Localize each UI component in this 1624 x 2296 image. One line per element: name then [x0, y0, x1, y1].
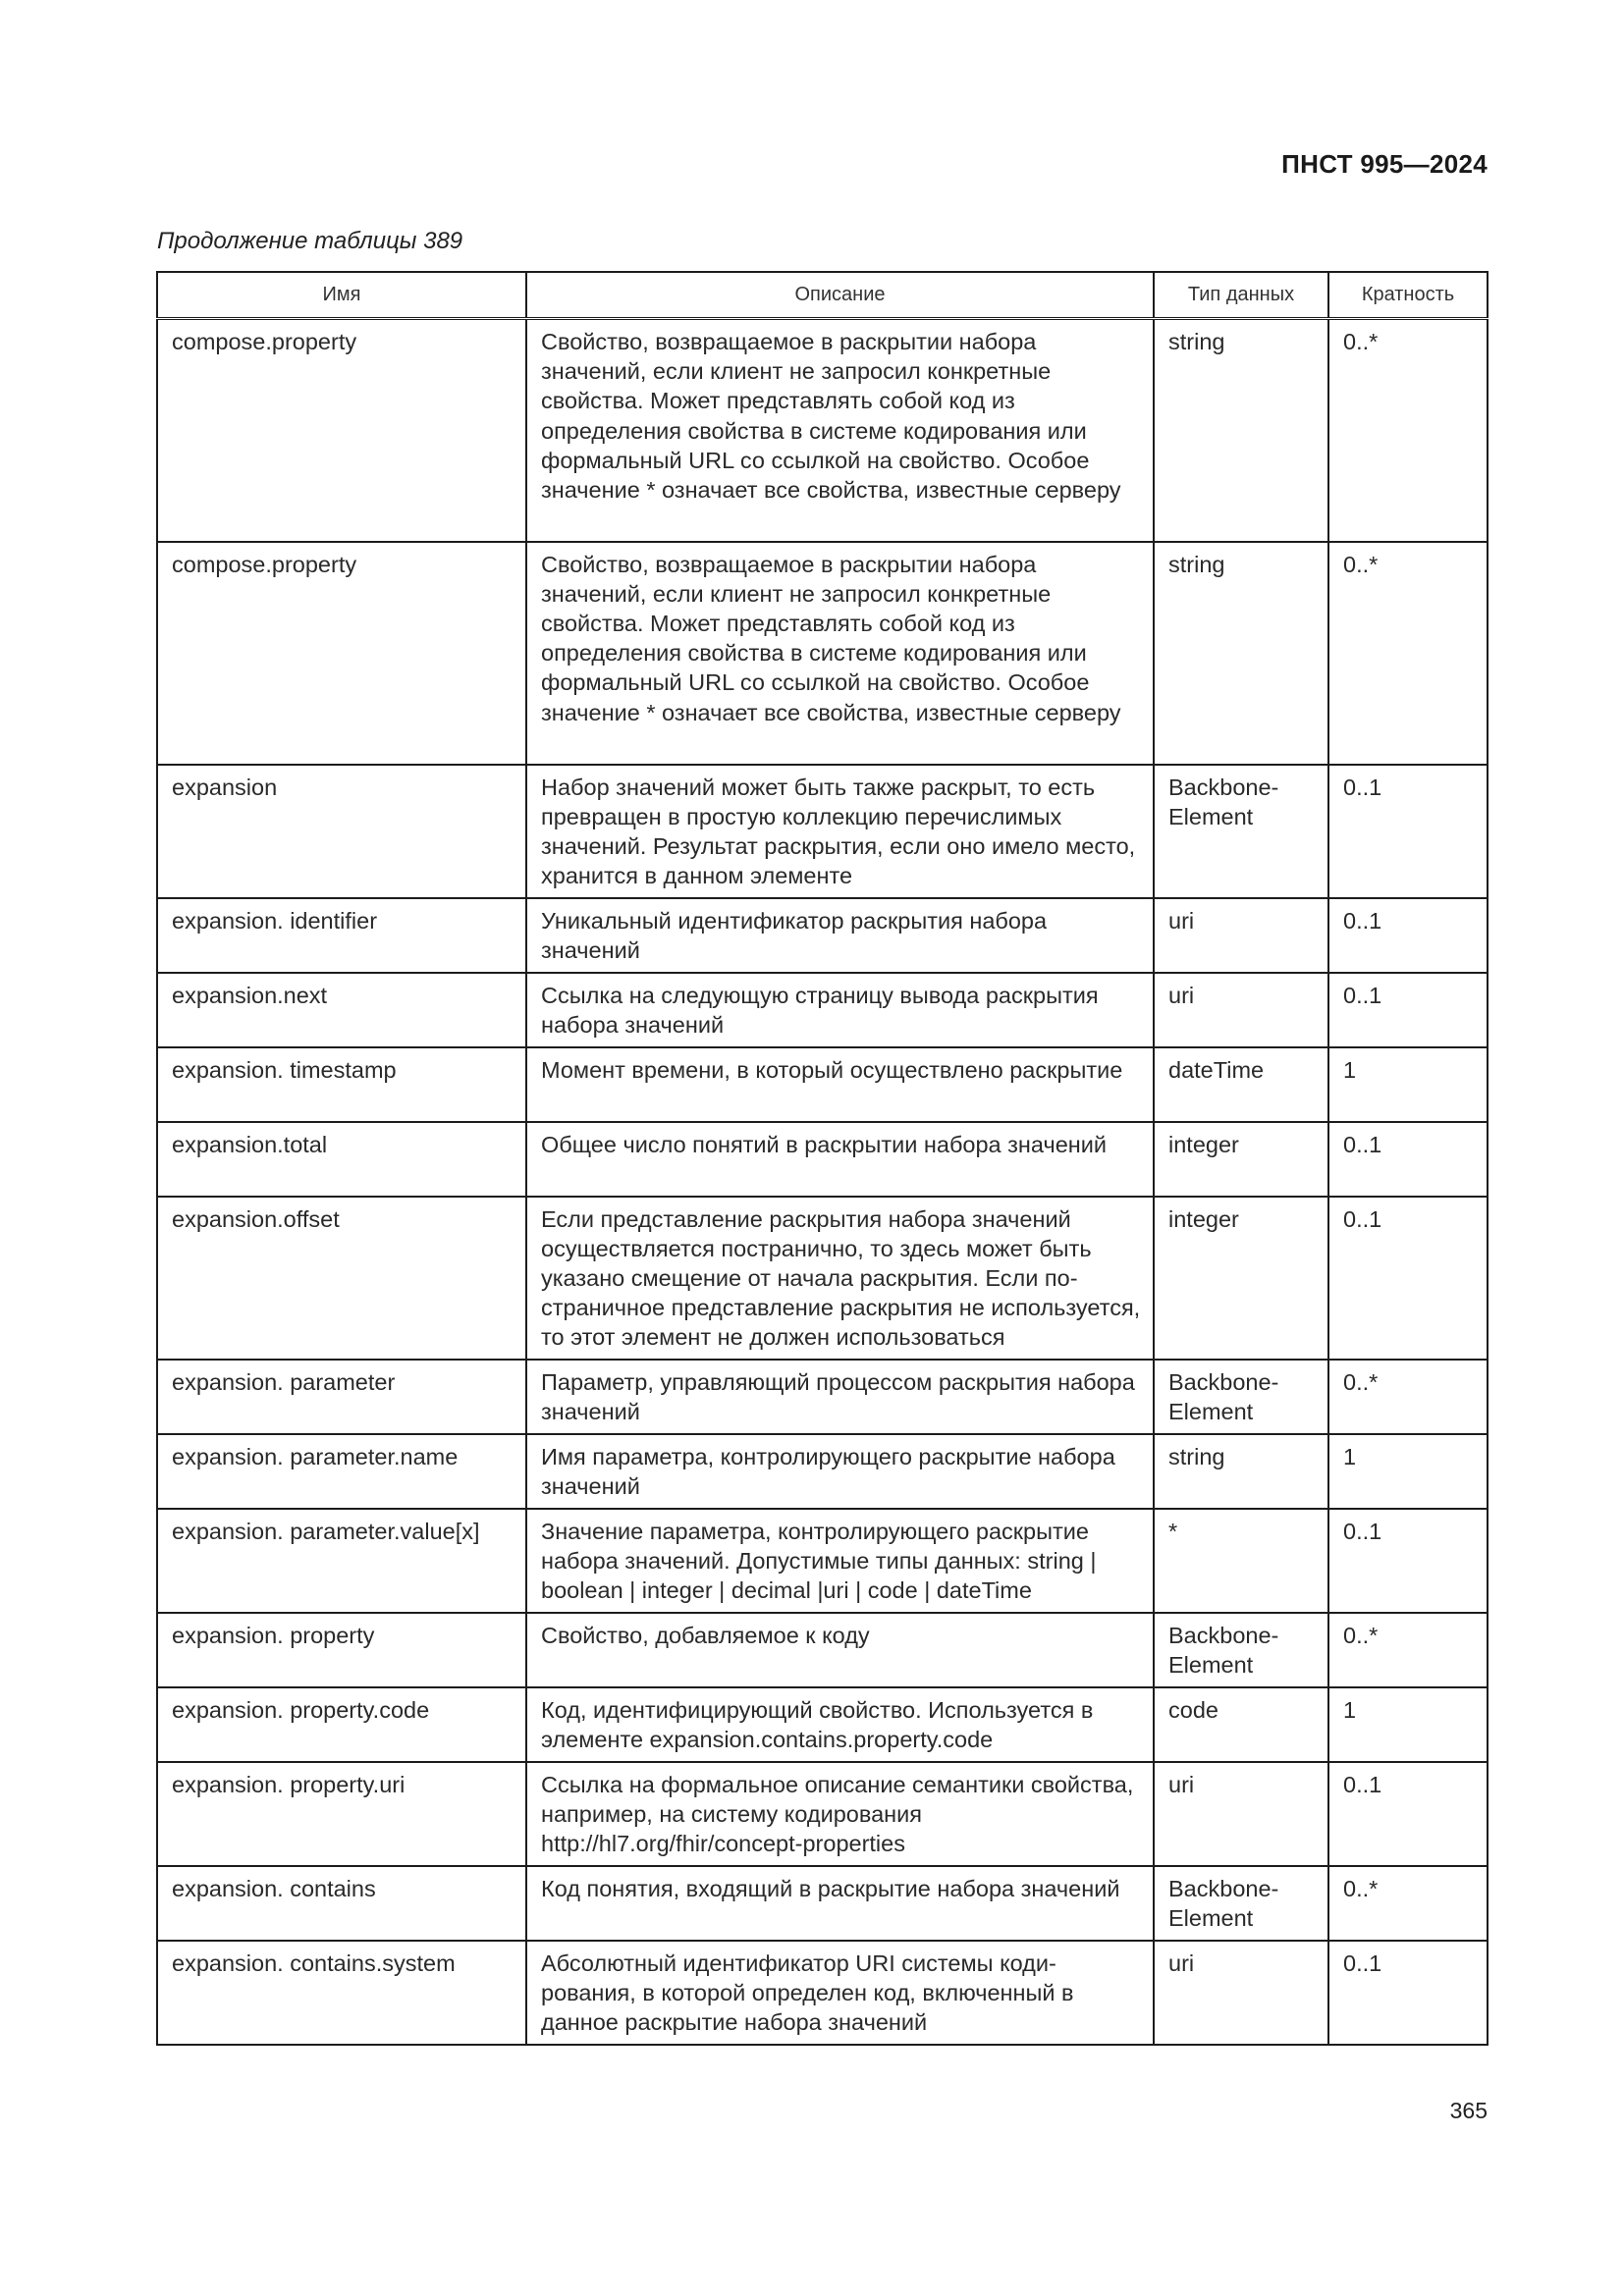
table-body	[157, 319, 1488, 2045]
table-row	[157, 898, 1488, 973]
table-row	[157, 1687, 1488, 1762]
cell-description: Параметр, управляющий процессом раскрытия набора значений	[526, 1360, 1154, 1434]
cell-data-type: code	[1154, 1687, 1328, 1762]
cell-cardinality: 0..1	[1328, 1197, 1488, 1360]
cell-name: expansion. property	[157, 1613, 526, 1687]
cell-name: expansion.offset	[157, 1197, 526, 1360]
cell-cardinality: 0..1	[1328, 1509, 1488, 1613]
cell-cardinality: 0..*	[1328, 542, 1488, 765]
cell-name: expansion. parameter	[157, 1360, 526, 1434]
table-row	[157, 1360, 1488, 1434]
table-row	[157, 1434, 1488, 1509]
cell-cardinality: 0..*	[1328, 319, 1488, 542]
cell-data-type: integer	[1154, 1122, 1328, 1197]
table-row	[157, 1762, 1488, 1866]
cell-description: Код понятия, входящий в раскрытие набора значений	[526, 1866, 1154, 1941]
cell-description: Свойство, возвращаемое в раскрытии набора значений, если клиент не запросил конкретные свойства. Может представлять собой код из определения свойства в системе кодирования или формальный URL со ссылкой на свойство. Особое значение * означает все свойства, известные серверу	[526, 542, 1154, 765]
table-row	[157, 1509, 1488, 1613]
cell-data-type: dateTime	[1154, 1047, 1328, 1122]
column-header-cardinality: Кратность	[1328, 272, 1488, 319]
cell-cardinality: 0..1	[1328, 898, 1488, 973]
table-header	[157, 272, 1488, 319]
cell-cardinality: 0..*	[1328, 1613, 1488, 1687]
cell-data-type: string	[1154, 319, 1328, 542]
document-code: ПНСТ 995—2024	[1281, 149, 1488, 179]
column-header-data-type: Тип данных	[1154, 272, 1328, 319]
cell-description: Абсолютный идентификатор URI системы кодирования, в которой определен код, включенный в данное раскрытие набора значений	[526, 1941, 1154, 2045]
cell-name: expansion. parameter.value[x]	[157, 1509, 526, 1613]
table-row	[157, 319, 1488, 542]
cell-data-type: uri	[1154, 1941, 1328, 2045]
table-row	[157, 765, 1488, 898]
cell-data-type: string	[1154, 542, 1328, 765]
cell-name: compose.property	[157, 319, 526, 542]
cell-cardinality: 0..*	[1328, 1866, 1488, 1941]
cell-description: Ссылка на следующую страницу вывода раскрытия набора значений	[526, 973, 1154, 1047]
cell-description: Значение параметра, контролирующего раскрытие набора значений. Допустимые типы данных: string | boolean | integer | decimal |uri | code | dateTime	[526, 1509, 1154, 1613]
cell-data-type: BackboneElement	[1154, 1866, 1328, 1941]
cell-cardinality: 1	[1328, 1047, 1488, 1122]
cell-cardinality: 0..1	[1328, 1941, 1488, 2045]
cell-data-type: uri	[1154, 973, 1328, 1047]
cell-cardinality: 0..1	[1328, 765, 1488, 898]
cell-description: Момент времени, в который осуществлено раскрытие	[526, 1047, 1154, 1122]
cell-data-type: uri	[1154, 898, 1328, 973]
cell-cardinality: 1	[1328, 1434, 1488, 1509]
table-row	[157, 1613, 1488, 1687]
cell-name: expansion. property.code	[157, 1687, 526, 1762]
table-caption: Продолжение таблицы 389	[157, 228, 463, 254]
cell-name: expansion. identifier	[157, 898, 526, 973]
column-header-name: Имя	[157, 272, 526, 319]
cell-data-type: BackboneElement	[1154, 765, 1328, 898]
cell-cardinality: 0..1	[1328, 1122, 1488, 1197]
cell-cardinality: 0..1	[1328, 1762, 1488, 1866]
cell-description: Набор значений может быть также раскрыт, то есть превращен в простую коллекцию перечислимых значений. Результат раскрытия, если оно имело место, хранится в данном элементе	[526, 765, 1154, 898]
page-number: 365	[1449, 2098, 1488, 2123]
cell-cardinality: 0..*	[1328, 1360, 1488, 1434]
table-row	[157, 1866, 1488, 1941]
cell-name: expansion	[157, 765, 526, 898]
table-row	[157, 1122, 1488, 1197]
table-row	[157, 1047, 1488, 1122]
table-row	[157, 542, 1488, 765]
cell-description: Общее число понятий в раскрытии набора значений	[526, 1122, 1154, 1197]
cell-data-type: string	[1154, 1434, 1328, 1509]
cell-data-type: integer	[1154, 1197, 1328, 1360]
cell-description: Код, идентифицирующий свойство. Используется в элементе expansion.contains.property.code	[526, 1687, 1154, 1762]
cell-description: Свойство, добавляемое к коду	[526, 1613, 1154, 1687]
cell-name: expansion. contains.system	[157, 1941, 526, 2045]
cell-name: expansion.next	[157, 973, 526, 1047]
cell-description: Уникальный идентификатор раскрытия набора значений	[526, 898, 1154, 973]
header-row	[157, 272, 1488, 319]
cell-name: expansion. property.uri	[157, 1762, 526, 1866]
cell-cardinality: 1	[1328, 1687, 1488, 1762]
cell-data-type: uri	[1154, 1762, 1328, 1866]
table-row	[157, 1941, 1488, 2045]
cell-cardinality: 0..1	[1328, 973, 1488, 1047]
cell-name: expansion.total	[157, 1122, 526, 1197]
cell-description: Ссылка на формальное описание семантики свойства, например, на систему кодирования http://hl7.org/fhir/concept-properties	[526, 1762, 1154, 1866]
cell-data-type: BackboneElement	[1154, 1360, 1328, 1434]
cell-data-type: *	[1154, 1509, 1328, 1613]
cell-name: expansion. timestamp	[157, 1047, 526, 1122]
spec-table	[156, 271, 1489, 2046]
cell-name: expansion. parameter.name	[157, 1434, 526, 1509]
table-row	[157, 1197, 1488, 1360]
cell-name: compose.property	[157, 542, 526, 765]
cell-name: expansion. contains	[157, 1866, 526, 1941]
cell-description: Свойство, возвращаемое в раскрытии набора значений, если клиент не запросил конкретные свойства. Может представлять собой код из определения свойства в системе кодирования или формальный URL со ссылкой на свойство. Особое значение * означает все свойства, известные серверу	[526, 319, 1154, 542]
table-row	[157, 973, 1488, 1047]
cell-description: Имя параметра, контролирующего раскрытие набора значений	[526, 1434, 1154, 1509]
cell-data-type: BackboneElement	[1154, 1613, 1328, 1687]
column-header-description: Описание	[526, 272, 1154, 319]
cell-description: Если представление раскрытия набора значений осуществляется постранично, то здесь может быть указано смещение от начала раскрытия. Если постраничное представление раскрытия не используется, то этот элемент не должен использоваться	[526, 1197, 1154, 1360]
